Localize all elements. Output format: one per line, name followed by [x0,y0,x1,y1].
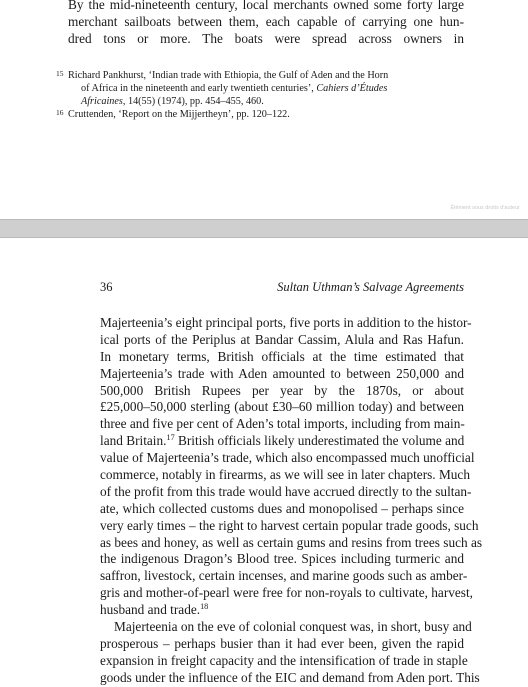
text-line: Majerteenia’s trade with Aden amounted to between 250,000 and [100,365,464,381]
running-title: Sultan Uthman’s Salvage Agreements [277,280,464,294]
current-page [0,238,528,685]
text-line: three and five per cent of Aden’s total imports, including from main- [100,416,465,432]
journal-title-continued: Africaines [81,95,123,107]
journal-title: Cahiers d’Études [316,82,388,94]
footnote-line [68,96,468,109]
page-separator [0,219,528,238]
running-header [100,278,464,296]
footnote-reference-17[interactable]: 17 [166,433,175,443]
body-text-continuation [68,0,464,48]
text-line: Majerteenia’s eight principal ports, five ports in addition to the histor- [100,315,472,330]
text-line: as bees and honey, as well as certain gums and resins from trees such as [100,534,483,550]
text-line [100,433,464,450]
text-line: expansion in freight capacity and the intensification of trade in staple [100,652,468,668]
footnote-reference-18[interactable]: 18 [200,602,209,612]
text-line: prosperous – perhaps busier than it had ever been, given the rapid [100,635,464,651]
page-number: 36 [100,280,113,294]
footnote-text: of Africa in the nineteenth and early twentieth centuries’, [81,82,314,94]
text-line: value of Majerteenia’s trade, which also encompassed much unofficial [100,450,475,466]
footnotes [56,69,468,123]
text-line: In monetary terms, British officials at the time estimated that [100,348,464,364]
text-line: dred tons or more. The boats were spread across owners in [68,30,464,46]
text-line: By the mid-nineteenth century, local merchants owned some forty large [68,0,464,12]
text-line: Majerteenia on the eve of colonial conquest was, in short, busy and [114,619,472,635]
text-line: gris and mother-of-pearl were free for non-royals to cultivate, harvest, [100,585,474,601]
text-line: saffron, livestock, certain incenses, and marine goods such as amber- [100,568,468,584]
footnote-text: , 14(55) (1974), pp. 454–455, 460. [122,95,264,107]
line-text: land Britain. [100,433,167,449]
text-line: £25,000–50,000 sterling (about £30–60 million today) and between [100,399,464,415]
text-line: merchant sailboats between them, each capable of carrying one hun- [68,13,464,29]
main-body-text [100,315,483,687]
text-line: ical ports of the Periplus at Bandar Cassim, Alula and Ras Hafun. [100,331,464,347]
footnote-line: Richard Pankhurst, ‘Indian trade with Ethiopia, the Gulf of Aden and the Horn [68,70,389,81]
text-line: goods under the influence of the EIC and demand from Aden port. This [100,669,480,685]
footnote-15 [56,69,468,108]
footnote-number: 15 [56,69,64,78]
line-text: British officials likely underestimated the volume and [174,433,465,449]
text-line [100,602,464,619]
text-line: ate, which collected customs dues and monopolised – perhaps since [100,500,464,516]
footnote-line: Cruttenden, ‘Report on the Mijjertheyn’, pp. 120–122. [68,109,290,121]
text-line: the indigenous Dragon’s Blood tree. Spices including turmeric and [100,551,464,567]
text-line: very early times – the right to harvest certain popular trade goods, such [100,517,479,533]
footnote-number: 16 [56,108,64,118]
previous-page [0,0,528,219]
text-line: 500,000 British Rupees per year by the 1870s, or about [100,382,464,398]
line-text: husband and trade. [100,602,201,618]
copyright-watermark: Élément sous droits d'auteur [450,205,520,211]
text-line: of the profit from this trade would have accrued directly to the sultan- [100,483,472,499]
footnote-line [68,83,468,96]
footnote-16 [56,108,468,122]
text-line: commerce, notably in firearms, as we will see in later chapters. Much [100,467,470,483]
